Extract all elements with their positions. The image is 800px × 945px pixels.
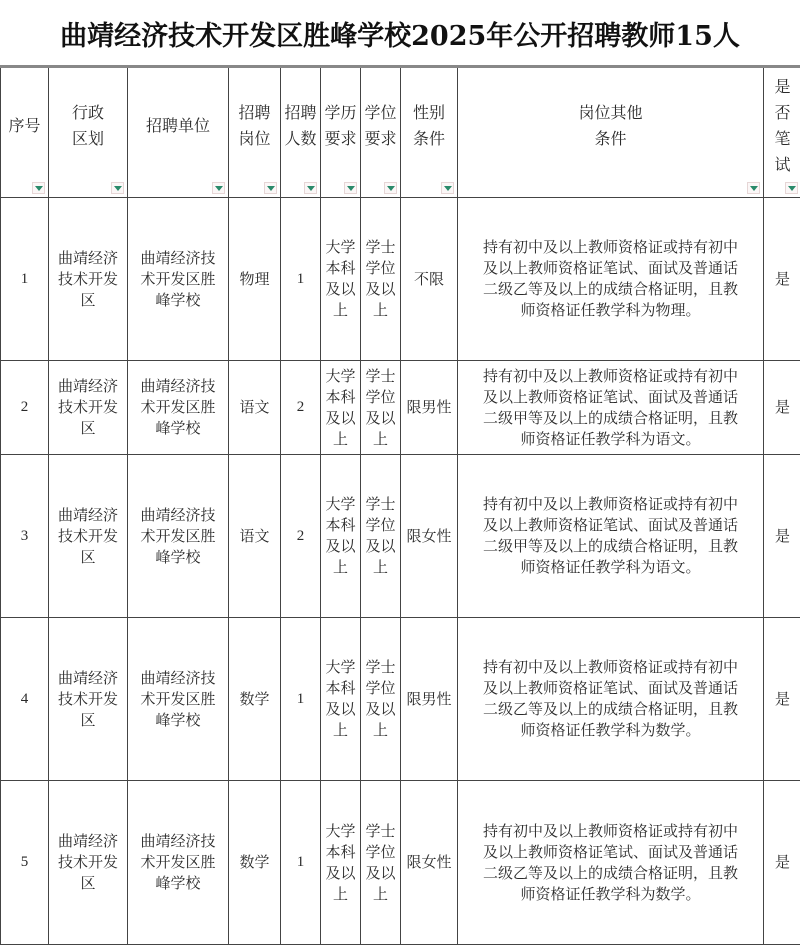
cell-position: 物理: [229, 198, 281, 361]
cell-seq: 1: [1, 198, 49, 361]
cell-seq: 3: [1, 455, 49, 618]
cell-education: 大学 本科 及以 上: [321, 781, 361, 945]
cell-unit: 曲靖经济技 术开发区胜 峰学校: [128, 781, 229, 945]
cell-degree: 学士 学位 及以 上: [361, 618, 401, 781]
filter-dropdown-icon[interactable]: [384, 182, 397, 194]
cell-degree: 学士 学位 及以 上: [361, 781, 401, 945]
cell-seq: 5: [1, 781, 49, 945]
table-row: [1, 198, 800, 361]
cell-position: 数学: [229, 781, 281, 945]
cell-district: 曲靖经济 技术开发 区: [49, 781, 128, 945]
cell-unit: 曲靖经济技 术开发区胜 峰学校: [128, 361, 229, 455]
cell-other: 持有初中及以上教师资格证或持有初中 及以上教师资格证笔试、面试及普通话 二级甲等及以上的成绩合格证明，且教 师资格证任教学科为语文。: [458, 455, 764, 618]
filter-dropdown-icon[interactable]: [32, 182, 45, 194]
column-header-label: 是 否 笔 试: [764, 74, 800, 192]
cell-count: 1: [281, 198, 321, 361]
cell-gender: 限女性: [401, 455, 458, 618]
cell-unit: 曲靖经济技 术开发区胜 峰学校: [128, 455, 229, 618]
cell-degree: 学士 学位 及以 上: [361, 198, 401, 361]
table-row: [1, 455, 800, 618]
cell-written_exam: 是: [764, 198, 800, 361]
cell-district: 曲靖经济 技术开发 区: [49, 618, 128, 781]
cell-count: 2: [281, 361, 321, 455]
cell-unit: 曲靖经济技 术开发区胜 峰学校: [128, 198, 229, 361]
column-header-unit: [128, 67, 229, 198]
column-header-label: 岗位其他 条件: [458, 100, 763, 166]
cell-written_exam: 是: [764, 361, 800, 455]
cell-written_exam: 是: [764, 781, 800, 945]
cell-other: 持有初中及以上教师资格证或持有初中 及以上教师资格证笔试、面试及普通话 二级乙等及以上的成绩合格证明，且教 师资格证任教学科为物理。: [458, 198, 764, 361]
column-header-label: 学位 要求: [361, 100, 400, 166]
cell-education: 大学 本科 及以 上: [321, 361, 361, 455]
cell-position: 数学: [229, 618, 281, 781]
cell-unit: 曲靖经济技 术开发区胜 峰学校: [128, 618, 229, 781]
page-title: 曲靖经济技术开发区胜峰学校2025年公开招聘教师15人: [0, 0, 800, 66]
column-header-written_exam: [764, 67, 800, 198]
cell-count: 1: [281, 781, 321, 945]
column-header-other: [458, 67, 764, 198]
cell-seq: 4: [1, 618, 49, 781]
cell-gender: 限女性: [401, 781, 458, 945]
cell-count: 2: [281, 455, 321, 618]
cell-education: 大学 本科 及以 上: [321, 618, 361, 781]
column-header-education: [321, 67, 361, 198]
filter-dropdown-icon[interactable]: [344, 182, 357, 194]
cell-count: 1: [281, 618, 321, 781]
cell-written_exam: 是: [764, 618, 800, 781]
table-row: [1, 781, 800, 945]
cell-degree: 学士 学位 及以 上: [361, 455, 401, 618]
cell-seq: 2: [1, 361, 49, 455]
cell-district: 曲靖经济 技术开发 区: [49, 361, 128, 455]
column-header-district: [49, 67, 128, 198]
cell-degree: 学士 学位 及以 上: [361, 361, 401, 455]
filter-dropdown-icon[interactable]: [212, 182, 225, 194]
column-header-label: 招聘 人数: [281, 100, 320, 166]
recruitment-table: [0, 65, 800, 945]
column-header-label: 性别 条件: [401, 100, 457, 166]
column-header-label: 序号: [1, 113, 48, 153]
cell-position: 语文: [229, 455, 281, 618]
cell-other: 持有初中及以上教师资格证或持有初中 及以上教师资格证笔试、面试及普通话 二级乙等及以上的成绩合格证明，且教 师资格证任教学科为数学。: [458, 618, 764, 781]
cell-education: 大学 本科 及以 上: [321, 198, 361, 361]
cell-education: 大学 本科 及以 上: [321, 455, 361, 618]
cell-position: 语文: [229, 361, 281, 455]
filter-dropdown-icon[interactable]: [264, 182, 277, 194]
column-header-gender: [401, 67, 458, 198]
column-header-label: 学历 要求: [321, 100, 360, 166]
column-header-label: 行政 区划: [49, 100, 127, 166]
column-header-count: [281, 67, 321, 198]
column-header-seq: [1, 67, 49, 198]
filter-dropdown-icon[interactable]: [747, 182, 760, 194]
cell-other: 持有初中及以上教师资格证或持有初中 及以上教师资格证笔试、面试及普通话 二级乙等及以上的成绩合格证明，且教 师资格证任教学科为数学。: [458, 781, 764, 945]
cell-other: 持有初中及以上教师资格证或持有初中 及以上教师资格证笔试、面试及普通话 二级甲等及以上的成绩合格证明，且教 师资格证任教学科为语文。: [458, 361, 764, 455]
cell-district: 曲靖经济 技术开发 区: [49, 455, 128, 618]
cell-written_exam: 是: [764, 455, 800, 618]
filter-dropdown-icon[interactable]: [785, 182, 798, 194]
column-header-label: 招聘单位: [128, 113, 228, 153]
column-header-position: [229, 67, 281, 198]
filter-dropdown-icon[interactable]: [111, 182, 124, 194]
table-row: [1, 361, 800, 455]
column-header-degree: [361, 67, 401, 198]
cell-district: 曲靖经济 技术开发 区: [49, 198, 128, 361]
filter-dropdown-icon[interactable]: [304, 182, 317, 194]
table-row: [1, 618, 800, 781]
column-header-label: 招聘 岗位: [229, 100, 280, 166]
header-row: [1, 67, 800, 198]
cell-gender: 限男性: [401, 361, 458, 455]
filter-dropdown-icon[interactable]: [441, 182, 454, 194]
cell-gender: 限男性: [401, 618, 458, 781]
cell-gender: 不限: [401, 198, 458, 361]
